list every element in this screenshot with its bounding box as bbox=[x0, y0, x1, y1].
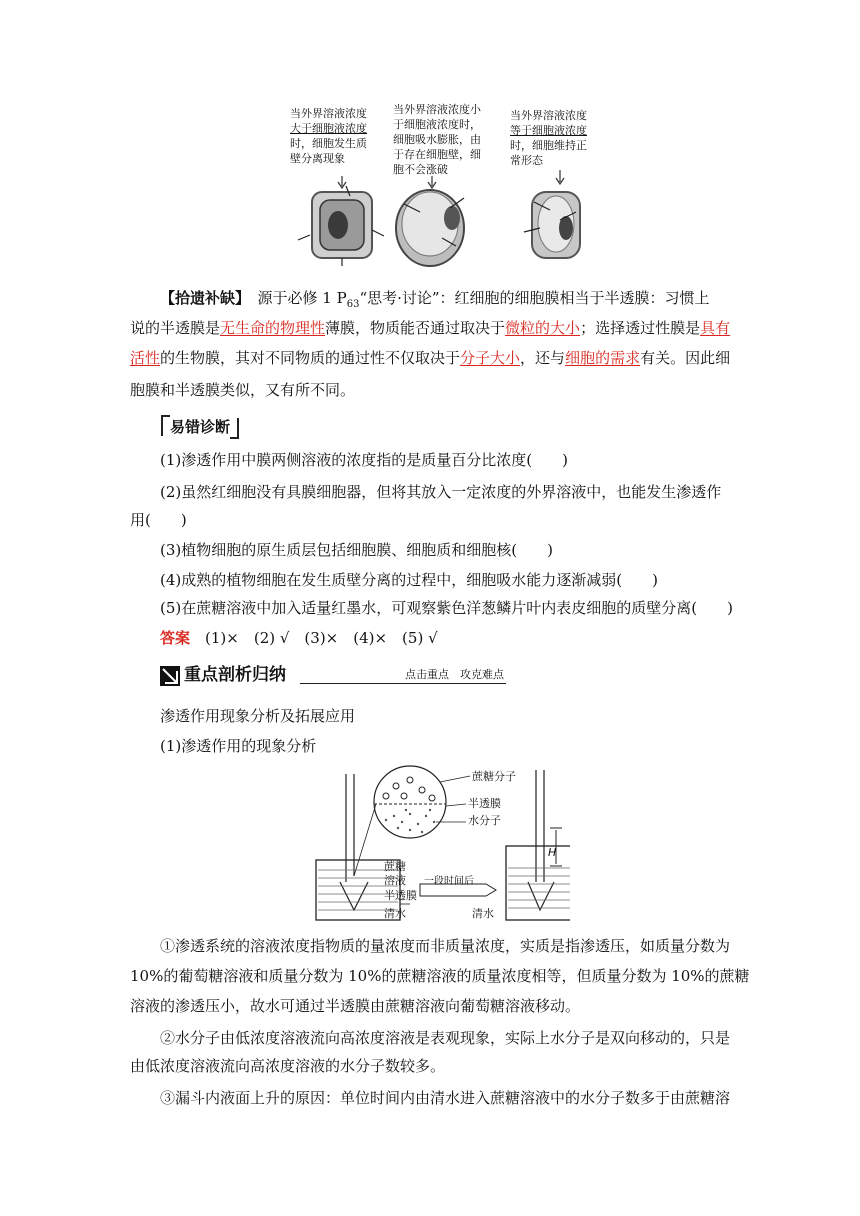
section-rule bbox=[300, 683, 506, 684]
answer-text: (1)× (2) √ (3)× (4)× (5) √ bbox=[205, 629, 438, 647]
supplement-line-1: 【拾遗补缺】 源于必修 1 $P_{63}“$思考·讨论”：红细胞的细胞膜相当于半透膜：习惯上 bbox=[160, 289, 710, 310]
supplement-label: 【拾遗补缺】 bbox=[160, 289, 243, 307]
arrow-label: 一段时间后 bbox=[424, 876, 474, 887]
diagnosis-item-5: (5)在蔗糖溶液中加入适量红墨水，可观察紫色洋葱鳞片叶内表皮细胞的质壁分离( ) bbox=[160, 599, 733, 617]
caption-hypotonic: 当外界溶液浓度小 于细胞液浓度时， 细胞吸水膨胀，由 于存在细胞壁，细 胞不会涨破 bbox=[393, 103, 481, 176]
section-note: 点击重点 攻克难点 bbox=[405, 668, 504, 681]
para-1-line-1: ①渗透系统的溶液浓度指物质的量浓度而非质量浓度，实质是指渗透压，如质量分数为 bbox=[160, 937, 731, 955]
caption-hypertonic: 当外界溶液浓度 大于细胞液浓度 时，细胞发生质 壁分离现象 bbox=[290, 107, 367, 165]
highlight-particle-size: 微粒的大小 bbox=[505, 319, 581, 337]
para-2-line-2: 由低浓度溶液流向高浓度溶液的水分子数较多。 bbox=[130, 1057, 446, 1075]
diagnosis-item-1: (1)渗透作用中膜两侧溶液的浓度指的是质量百分比浓度( ) bbox=[160, 451, 568, 469]
section-subtitle: 渗透作用现象分析及拓展应用 bbox=[160, 707, 356, 725]
diagnosis-item-2-cont: 用( ) bbox=[130, 511, 187, 529]
label-sucrose: 蔗糖 bbox=[384, 860, 406, 873]
label-membrane-top: 半透膜 bbox=[468, 797, 501, 810]
para-1-line-3: 溶液的渗透压小，故水可通过半透膜由蔗糖溶液向葡萄糖溶液移动。 bbox=[130, 997, 581, 1015]
supplement-line-4: 胞膜和半透膜类似，又有所不同。 bbox=[130, 381, 356, 399]
diagnosis-item-4: (4)成熟的植物细胞在发生质壁分离的过程中，细胞吸水能力逐渐减弱( ) bbox=[160, 571, 658, 589]
para-1-line-2: 10%的葡萄糖溶液和质量分数为 10%的蔗糖溶液的质量浓度相等，但质量分数为 10%的蔗糖 bbox=[130, 967, 750, 985]
section-title: 重点剖析归纳 bbox=[184, 665, 286, 685]
answer-label: 答案 bbox=[160, 629, 191, 647]
highlight-active-2: 活性 bbox=[130, 349, 161, 367]
osmosis-diagram bbox=[310, 764, 570, 924]
cell-drawings bbox=[280, 100, 610, 270]
subsection-1: (1)渗透作用的现象分析 bbox=[160, 737, 317, 755]
plasmolysis-figure bbox=[280, 100, 610, 270]
label-water-right: 清水 bbox=[472, 907, 494, 920]
caption-isotonic: 当外界溶液浓度 等于细胞液浓度 时，细胞维持正 常形态 bbox=[510, 109, 587, 167]
section-corner-icon bbox=[160, 666, 180, 686]
label-water-left: 清水 bbox=[384, 907, 406, 920]
supplement-line-2: 说的半透膜是无生命的物理性薄膜，物质能否通过取决于微粒的大小；选择透过性膜是具有 bbox=[130, 319, 731, 337]
highlight-nonliving: 无生命的物理性 bbox=[220, 319, 326, 337]
section-header bbox=[160, 664, 506, 688]
diagnosis-item-2: (2)虽然红细胞没有具膜细胞器，但将其放入一定浓度的外界溶液中，也能发生渗透作 bbox=[160, 483, 722, 501]
para-2-line-1: ②水分子由低浓度溶液流向高浓度溶液是表观现象，实际上水分子是双向移动的，只是 bbox=[160, 1029, 731, 1047]
answer-line bbox=[160, 628, 438, 648]
label-water-molecule: 水分子 bbox=[468, 814, 501, 827]
highlight-cell-need: 细胞的需求 bbox=[565, 349, 641, 367]
label-membrane-bottom: 半透膜 bbox=[384, 889, 417, 902]
highlight-active-1: 具有 bbox=[700, 319, 731, 337]
supplement-line-3: 活性的生物膜，其对不同物质的通过性不仅取决于分子大小，还与细胞的需求有关。因此细 bbox=[130, 349, 731, 367]
label-height: H bbox=[548, 846, 557, 859]
highlight-molecule-size: 分子大小 bbox=[460, 349, 521, 367]
para-3-line-1: ③漏斗内液面上升的原因：单位时间内由清水进入蔗糖溶液中的水分子数多于由蔗糖溶 bbox=[160, 1089, 731, 1107]
label-solution: 溶液 bbox=[384, 874, 406, 887]
label-sucrose-molecule: 蔗糖分子 bbox=[472, 770, 516, 783]
diagnosis-item-3: (3)植物细胞的原生质层包括细胞膜、细胞质和细胞核( ) bbox=[160, 541, 553, 559]
